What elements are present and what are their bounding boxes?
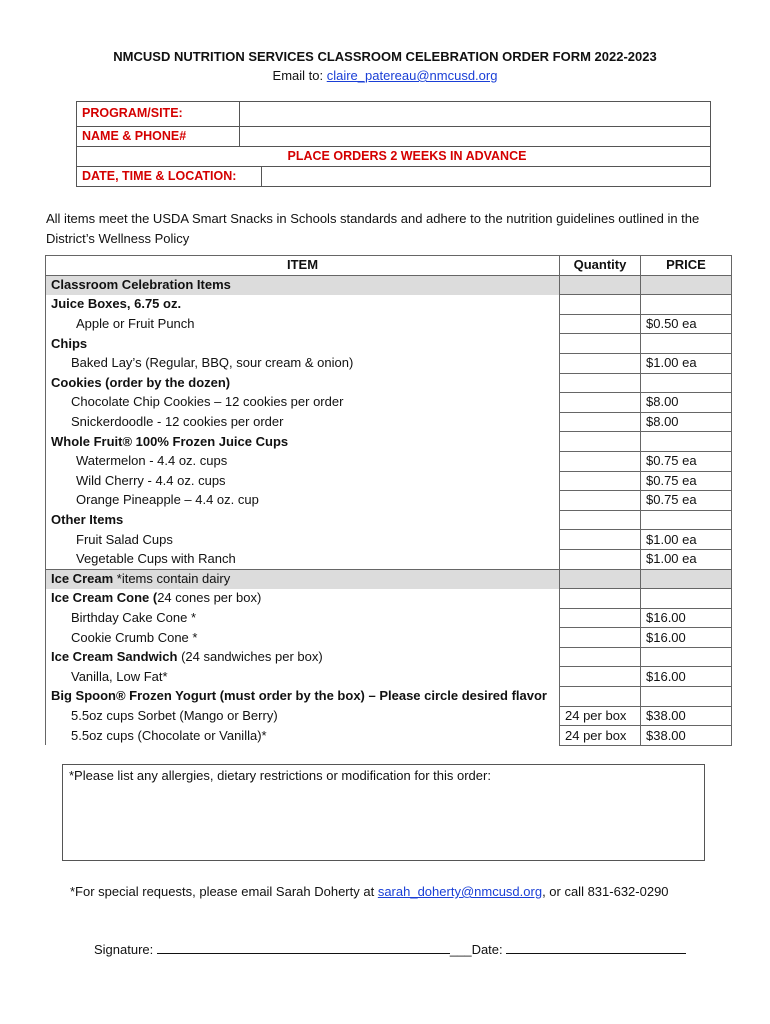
quantity-cell bbox=[560, 373, 641, 393]
quantity-cell bbox=[560, 687, 641, 707]
quantity-cell bbox=[560, 334, 641, 354]
item-cell bbox=[46, 510, 560, 530]
category-title: Other Items bbox=[51, 512, 124, 528]
email-link[interactable]: claire_patereau@nmcusd.org bbox=[326, 68, 498, 83]
item-name: Chocolate Chip Cookies – 12 cookies per order bbox=[71, 394, 344, 410]
price-cell bbox=[641, 373, 732, 393]
item-name: Vanilla, Low Fat* bbox=[71, 668, 168, 684]
item-cell bbox=[46, 412, 560, 432]
quantity-cell[interactable] bbox=[560, 393, 641, 413]
price-cell: $0.75 ea bbox=[641, 451, 732, 471]
item-cell bbox=[46, 314, 560, 334]
category-note: (24 sandwiches per box) bbox=[177, 649, 323, 665]
item-cell bbox=[46, 647, 560, 667]
price-cell: $1.00 ea bbox=[641, 549, 732, 569]
quantity-cell bbox=[560, 275, 641, 295]
date-location-field[interactable] bbox=[262, 167, 710, 186]
quantity-cell[interactable] bbox=[560, 608, 641, 628]
section-row bbox=[46, 569, 732, 589]
item-name: Fruit Salad Cups bbox=[76, 531, 173, 547]
quantity-cell[interactable] bbox=[560, 549, 641, 569]
quantity-cell bbox=[560, 510, 641, 530]
category-row bbox=[46, 510, 732, 530]
item-cell bbox=[46, 589, 560, 609]
price-cell: $16.00 bbox=[641, 608, 732, 628]
category-row bbox=[46, 647, 732, 667]
date-location-label: DATE, TIME & LOCATION: bbox=[82, 169, 237, 183]
item-row bbox=[46, 530, 732, 550]
item-cell bbox=[46, 530, 560, 550]
quantity-cell[interactable] bbox=[560, 471, 641, 491]
price-column-header: PRICE bbox=[641, 256, 732, 276]
item-name: Orange Pineapple – 4.4 oz. cup bbox=[76, 492, 259, 508]
price-cell bbox=[641, 432, 732, 452]
item-name: Snickerdoodle - 12 cookies per order bbox=[71, 414, 284, 430]
signature-field[interactable] bbox=[157, 941, 450, 954]
email-prefix: Email to: bbox=[272, 68, 327, 83]
item-row bbox=[46, 667, 732, 687]
quantity-cell[interactable] bbox=[560, 412, 641, 432]
price-cell: $8.00 bbox=[641, 412, 732, 432]
item-column-header: ITEM bbox=[46, 256, 560, 276]
quantity-cell bbox=[560, 432, 641, 452]
item-cell bbox=[46, 432, 560, 452]
item-cell bbox=[46, 393, 560, 413]
price-cell bbox=[641, 569, 732, 589]
category-row bbox=[46, 373, 732, 393]
category-title: Ice Cream Sandwich bbox=[51, 649, 178, 665]
quantity-cell bbox=[560, 295, 641, 315]
category-title: Ice Cream Cone ( bbox=[51, 590, 158, 606]
category-title: Big Spoon® Frozen Yogurt (must order by the box) – Please circle desired flavor bbox=[51, 688, 547, 704]
order-info-box bbox=[76, 101, 711, 187]
item-name: Baked Lay’s (Regular, BBQ, sour cream & onion) bbox=[71, 355, 354, 371]
name-phone-field[interactable] bbox=[240, 127, 710, 146]
item-cell bbox=[46, 295, 560, 315]
item-cell bbox=[46, 275, 560, 295]
signature-label: Signature: bbox=[94, 942, 157, 957]
price-cell: $0.75 ea bbox=[641, 471, 732, 491]
program-site-label: PROGRAM/SITE: bbox=[82, 106, 183, 120]
item-row bbox=[46, 608, 732, 628]
item-row bbox=[46, 412, 732, 432]
item-row bbox=[46, 549, 732, 569]
quantity-cell[interactable]: 24 per box bbox=[560, 706, 641, 726]
item-cell bbox=[46, 687, 560, 707]
price-cell: $1.00 ea bbox=[641, 530, 732, 550]
item-row bbox=[46, 451, 732, 471]
category-title: Cookies (order by the dozen) bbox=[51, 374, 231, 390]
price-cell: $38.00 bbox=[641, 726, 732, 746]
item-cell bbox=[46, 353, 560, 373]
special-email-link[interactable]: sarah_doherty@nmcusd.org bbox=[377, 884, 543, 899]
price-cell: $38.00 bbox=[641, 706, 732, 726]
quantity-cell[interactable] bbox=[560, 628, 641, 648]
item-name: Wild Cherry - 4.4 oz. cups bbox=[76, 472, 226, 488]
item-cell bbox=[46, 628, 560, 648]
form-title: NMCUSD NUTRITION SERVICES CLASSROOM CELEBRATION ORDER FORM 2022-2023 bbox=[113, 49, 657, 64]
category-row bbox=[46, 589, 732, 609]
allergy-notes-box[interactable] bbox=[62, 764, 705, 861]
order-items-table bbox=[45, 255, 732, 746]
quantity-cell bbox=[560, 569, 641, 589]
price-cell: $0.75 ea bbox=[641, 491, 732, 511]
item-row bbox=[46, 314, 732, 334]
item-name: 5.5oz cups Sorbet (Mango or Berry) bbox=[71, 707, 278, 723]
item-cell bbox=[46, 373, 560, 393]
item-cell bbox=[46, 726, 560, 746]
quantity-cell[interactable]: 24 per box bbox=[560, 726, 641, 746]
category-note: *items contain dairy bbox=[113, 571, 231, 587]
item-cell bbox=[46, 451, 560, 471]
item-row bbox=[46, 706, 732, 726]
price-cell: $16.00 bbox=[641, 667, 732, 687]
item-name: 5.5oz cups (Chocolate or Vanilla)* bbox=[71, 727, 267, 743]
date-field[interactable] bbox=[506, 941, 686, 954]
category-title: Whole Fruit® 100% Frozen Juice Cups bbox=[51, 433, 289, 449]
item-name: Birthday Cake Cone * bbox=[71, 609, 197, 625]
special-requests bbox=[70, 884, 669, 899]
date-label: ___Date: bbox=[449, 942, 507, 957]
name-phone-label: NAME & PHONE# bbox=[82, 129, 187, 143]
section-row bbox=[46, 275, 732, 295]
quantity-cell[interactable] bbox=[560, 314, 641, 334]
item-cell bbox=[46, 667, 560, 687]
item-cell bbox=[46, 471, 560, 491]
item-row bbox=[46, 628, 732, 648]
item-cell bbox=[46, 608, 560, 628]
category-title: Juice Boxes, 6.75 oz. bbox=[51, 296, 182, 312]
standards-statement: All items meet the USDA Smart Snacks in Schools standards and adhere to the nutrition guidelines outlined in the District’s Wellness Policy bbox=[46, 211, 700, 246]
item-name: Cookie Crumb Cone * bbox=[71, 629, 198, 645]
category-note: 24 cones per box) bbox=[157, 590, 262, 606]
price-cell: $1.00 ea bbox=[641, 353, 732, 373]
special-prefix: *For special requests, please email Sarah Doherty at bbox=[70, 884, 378, 899]
quantity-cell bbox=[560, 647, 641, 667]
item-row bbox=[46, 393, 732, 413]
email-line bbox=[0, 68, 770, 83]
item-row bbox=[46, 491, 732, 511]
category-title: Ice Cream bbox=[51, 571, 114, 587]
item-cell bbox=[46, 491, 560, 511]
price-cell bbox=[641, 589, 732, 609]
item-cell bbox=[46, 569, 560, 589]
price-cell bbox=[641, 334, 732, 354]
quantity-cell bbox=[560, 589, 641, 609]
item-cell bbox=[46, 549, 560, 569]
quantity-cell[interactable] bbox=[560, 667, 641, 687]
quantity-column-header: Quantity bbox=[560, 256, 641, 276]
special-suffix: , or call 831-632-0290 bbox=[542, 884, 669, 899]
category-row bbox=[46, 687, 732, 707]
program-site-field[interactable] bbox=[240, 102, 710, 126]
category-title: Classroom Celebration Items bbox=[51, 277, 231, 293]
price-cell: $16.00 bbox=[641, 628, 732, 648]
item-name: Vegetable Cups with Ranch bbox=[76, 550, 236, 566]
category-row bbox=[46, 334, 732, 354]
item-row bbox=[46, 353, 732, 373]
price-cell bbox=[641, 510, 732, 530]
item-cell bbox=[46, 334, 560, 354]
table-header-row bbox=[46, 256, 732, 276]
price-cell bbox=[641, 687, 732, 707]
allergy-notes-label: *Please list any allergies, dietary restrictions or modification for this order: bbox=[69, 768, 491, 783]
price-cell: $8.00 bbox=[641, 393, 732, 413]
price-cell: $0.50 ea bbox=[641, 314, 732, 334]
quantity-cell[interactable] bbox=[560, 353, 641, 373]
category-row bbox=[46, 432, 732, 452]
quantity-cell[interactable] bbox=[560, 451, 641, 471]
item-cell bbox=[46, 706, 560, 726]
category-title: Chips bbox=[51, 335, 88, 351]
quantity-cell[interactable] bbox=[560, 530, 641, 550]
price-cell bbox=[641, 647, 732, 667]
quantity-cell[interactable] bbox=[560, 491, 641, 511]
price-cell bbox=[641, 275, 732, 295]
category-row bbox=[46, 295, 732, 315]
advance-notice: PLACE ORDERS 2 WEEKS IN ADVANCE bbox=[287, 149, 527, 163]
price-cell bbox=[641, 295, 732, 315]
item-name: Watermelon - 4.4 oz. cups bbox=[76, 453, 228, 469]
item-name: Apple or Fruit Punch bbox=[76, 316, 195, 332]
item-row bbox=[46, 726, 732, 746]
item-row bbox=[46, 471, 732, 491]
signature-line bbox=[94, 941, 686, 957]
